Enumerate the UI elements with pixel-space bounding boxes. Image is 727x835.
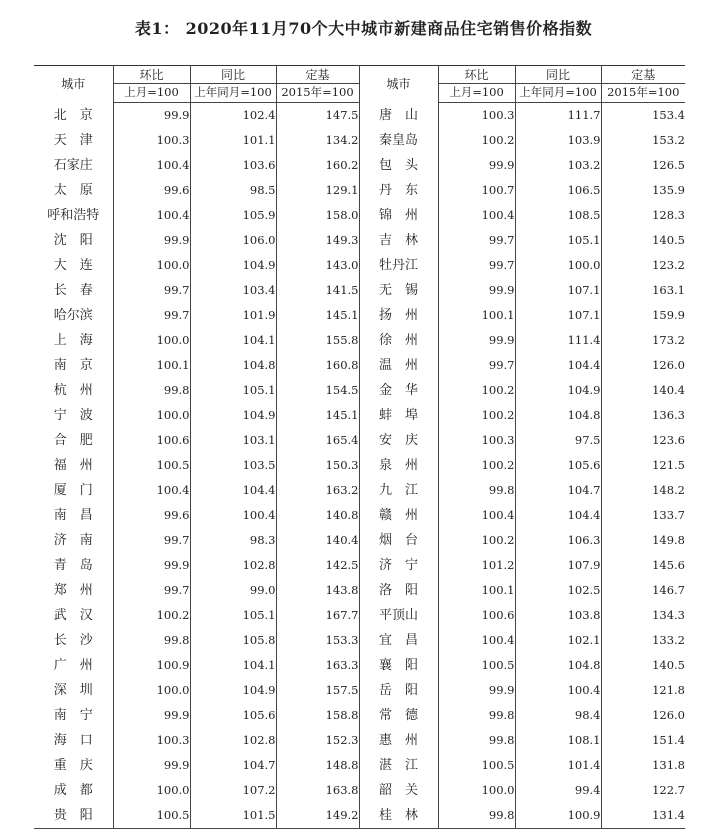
fixed-index-cell: 152.3 (276, 728, 359, 753)
city-cell: 南 昌 (34, 503, 113, 528)
city-cell: 湛 江 (359, 753, 438, 778)
yoy-cell: 103.8 (515, 603, 601, 628)
city-cell: 石家庄 (34, 153, 113, 178)
table-row (34, 228, 685, 253)
city-cell: 惠 州 (359, 728, 438, 753)
fixed-index-cell: 123.6 (601, 428, 685, 453)
city-cell: 沈 阳 (34, 228, 113, 253)
city-cell: 牡丹江 (359, 253, 438, 278)
mom-cell: 100.9 (113, 653, 190, 678)
mom-cell: 100.7 (438, 178, 515, 203)
fixed-index-cell: 134.3 (601, 603, 685, 628)
city-cell: 长 沙 (34, 628, 113, 653)
header-mom-base-left: 上月=100 (113, 84, 190, 103)
fixed-index-cell: 140.5 (601, 653, 685, 678)
mom-cell: 99.9 (113, 228, 190, 253)
yoy-cell: 106.0 (190, 228, 276, 253)
table-row (34, 678, 685, 703)
city-cell: 平顶山 (359, 603, 438, 628)
fixed-index-cell: 133.2 (601, 628, 685, 653)
header-city-left: 城市 (34, 66, 113, 103)
city-cell: 韶 关 (359, 778, 438, 803)
city-cell: 锦 州 (359, 203, 438, 228)
city-cell: 九 江 (359, 478, 438, 503)
city-cell: 杭 州 (34, 378, 113, 403)
yoy-cell: 102.8 (190, 728, 276, 753)
fixed-index-cell: 143.0 (276, 253, 359, 278)
table-row (34, 503, 685, 528)
fixed-index-cell: 153.3 (276, 628, 359, 653)
city-cell: 厦 门 (34, 478, 113, 503)
yoy-cell: 107.1 (515, 278, 601, 303)
mom-cell: 100.0 (113, 328, 190, 353)
table-row (34, 453, 685, 478)
fixed-index-cell: 151.4 (601, 728, 685, 753)
fixed-index-cell: 122.7 (601, 778, 685, 803)
yoy-cell: 105.1 (190, 378, 276, 403)
table-row (34, 528, 685, 553)
city-cell: 南 宁 (34, 703, 113, 728)
header-mom-right: 环比 (438, 66, 515, 84)
table-row (34, 103, 685, 129)
yoy-cell: 101.1 (190, 128, 276, 153)
table-row (34, 753, 685, 778)
fixed-index-cell: 173.2 (601, 328, 685, 353)
city-cell: 徐 州 (359, 328, 438, 353)
yoy-cell: 104.7 (190, 753, 276, 778)
header-fixed-base-right: 2015年=100 (601, 84, 685, 103)
yoy-cell: 106.5 (515, 178, 601, 203)
mom-cell: 99.7 (438, 253, 515, 278)
fixed-index-cell: 153.4 (601, 103, 685, 129)
fixed-index-cell: 135.9 (601, 178, 685, 203)
mom-cell: 100.2 (438, 128, 515, 153)
mom-cell: 99.9 (438, 278, 515, 303)
city-cell: 烟 台 (359, 528, 438, 553)
yoy-cell: 104.8 (190, 353, 276, 378)
yoy-cell: 97.5 (515, 428, 601, 453)
yoy-cell: 102.5 (515, 578, 601, 603)
fixed-index-cell: 150.3 (276, 453, 359, 478)
table-row (34, 728, 685, 753)
yoy-cell: 100.4 (515, 678, 601, 703)
mom-cell: 100.5 (113, 453, 190, 478)
city-cell: 包 头 (359, 153, 438, 178)
city-cell: 桂 林 (359, 803, 438, 829)
mom-cell: 99.9 (438, 328, 515, 353)
table-row (34, 603, 685, 628)
fixed-index-cell: 145.6 (601, 553, 685, 578)
mom-cell: 99.8 (438, 703, 515, 728)
table-row (34, 328, 685, 353)
mom-cell: 99.9 (113, 553, 190, 578)
city-cell: 常 德 (359, 703, 438, 728)
fixed-index-cell: 158.8 (276, 703, 359, 728)
city-cell: 海 口 (34, 728, 113, 753)
mom-cell: 99.8 (438, 803, 515, 829)
mom-cell: 100.5 (113, 803, 190, 829)
yoy-cell: 103.9 (515, 128, 601, 153)
header-yoy-right: 同比 (515, 66, 601, 84)
mom-cell: 99.8 (113, 378, 190, 403)
mom-cell: 99.9 (438, 153, 515, 178)
city-cell: 上 海 (34, 328, 113, 353)
mom-cell: 99.8 (438, 478, 515, 503)
mom-cell: 99.7 (113, 278, 190, 303)
city-cell: 郑 州 (34, 578, 113, 603)
yoy-cell: 99.4 (515, 778, 601, 803)
city-cell: 丹 东 (359, 178, 438, 203)
city-cell: 合 肥 (34, 428, 113, 453)
yoy-cell: 100.4 (190, 503, 276, 528)
mom-cell: 99.7 (438, 353, 515, 378)
city-cell: 蚌 埠 (359, 403, 438, 428)
yoy-cell: 104.9 (190, 253, 276, 278)
mom-cell: 99.8 (438, 728, 515, 753)
mom-cell: 100.4 (438, 628, 515, 653)
fixed-index-cell: 145.1 (276, 403, 359, 428)
fixed-index-cell: 149.2 (276, 803, 359, 829)
table-row (34, 278, 685, 303)
fixed-index-cell: 163.8 (276, 778, 359, 803)
fixed-index-cell: 141.5 (276, 278, 359, 303)
city-cell: 金 华 (359, 378, 438, 403)
yoy-cell: 105.1 (190, 603, 276, 628)
city-cell: 无 锡 (359, 278, 438, 303)
mom-cell: 99.7 (113, 528, 190, 553)
mom-cell: 100.3 (438, 103, 515, 129)
yoy-cell: 104.9 (190, 403, 276, 428)
fixed-index-cell: 129.1 (276, 178, 359, 203)
mom-cell: 100.0 (113, 778, 190, 803)
table-row (34, 178, 685, 203)
mom-cell: 100.4 (113, 153, 190, 178)
city-cell: 贵 阳 (34, 803, 113, 829)
mom-cell: 99.9 (113, 703, 190, 728)
header-yoy-left: 同比 (190, 66, 276, 84)
city-cell: 深 圳 (34, 678, 113, 703)
mom-cell: 100.5 (438, 653, 515, 678)
fixed-index-cell: 123.2 (601, 253, 685, 278)
yoy-cell: 104.9 (190, 678, 276, 703)
yoy-cell: 105.1 (515, 228, 601, 253)
city-cell: 泉 州 (359, 453, 438, 478)
table-row (34, 403, 685, 428)
table-row (34, 303, 685, 328)
fixed-index-cell: 134.2 (276, 128, 359, 153)
mom-cell: 99.7 (438, 228, 515, 253)
city-cell: 长 春 (34, 278, 113, 303)
yoy-cell: 98.5 (190, 178, 276, 203)
mom-cell: 100.4 (438, 503, 515, 528)
yoy-cell: 103.6 (190, 153, 276, 178)
city-cell: 济 南 (34, 528, 113, 553)
yoy-cell: 98.4 (515, 703, 601, 728)
yoy-cell: 98.3 (190, 528, 276, 553)
header-city-right: 城市 (359, 66, 438, 103)
price-index-table (34, 65, 685, 829)
mom-cell: 100.6 (113, 428, 190, 453)
mom-cell: 99.6 (113, 178, 190, 203)
mom-cell: 100.0 (113, 253, 190, 278)
mom-cell: 100.1 (438, 303, 515, 328)
yoy-cell: 101.4 (515, 753, 601, 778)
fixed-index-cell: 140.4 (601, 378, 685, 403)
table-row (34, 803, 685, 829)
table-row (34, 578, 685, 603)
yoy-cell: 104.4 (190, 478, 276, 503)
yoy-cell: 105.8 (190, 628, 276, 653)
fixed-index-cell: 121.5 (601, 453, 685, 478)
yoy-cell: 111.7 (515, 103, 601, 129)
fixed-index-cell: 145.1 (276, 303, 359, 328)
city-cell: 天 津 (34, 128, 113, 153)
yoy-cell: 100.9 (515, 803, 601, 829)
city-cell: 哈尔滨 (34, 303, 113, 328)
mom-cell: 99.9 (438, 678, 515, 703)
table-row (34, 628, 685, 653)
yoy-cell: 104.8 (515, 403, 601, 428)
header-mom-left: 环比 (113, 66, 190, 84)
city-cell: 太 原 (34, 178, 113, 203)
city-cell: 安 庆 (359, 428, 438, 453)
fixed-index-cell: 140.8 (276, 503, 359, 528)
table-row (34, 653, 685, 678)
city-cell: 呼和浩特 (34, 203, 113, 228)
fixed-index-cell: 143.8 (276, 578, 359, 603)
fixed-index-cell: 160.2 (276, 153, 359, 178)
mom-cell: 100.3 (113, 728, 190, 753)
city-cell: 唐 山 (359, 103, 438, 129)
table-row (34, 253, 685, 278)
fixed-index-cell: 142.5 (276, 553, 359, 578)
city-cell: 南 京 (34, 353, 113, 378)
header-fixed-right: 定基 (601, 66, 685, 84)
fixed-index-cell: 126.0 (601, 703, 685, 728)
fixed-index-cell: 153.2 (601, 128, 685, 153)
fixed-index-cell: 154.5 (276, 378, 359, 403)
fixed-index-cell: 160.8 (276, 353, 359, 378)
fixed-index-cell: 165.4 (276, 428, 359, 453)
fixed-index-cell: 163.3 (276, 653, 359, 678)
fixed-index-cell: 149.8 (601, 528, 685, 553)
fixed-index-cell: 159.9 (601, 303, 685, 328)
fixed-index-cell: 131.4 (601, 803, 685, 829)
city-cell: 成 都 (34, 778, 113, 803)
yoy-cell: 106.3 (515, 528, 601, 553)
mom-cell: 100.1 (438, 578, 515, 603)
table-row (34, 353, 685, 378)
yoy-cell: 107.2 (190, 778, 276, 803)
fixed-index-cell: 121.8 (601, 678, 685, 703)
fixed-index-cell: 128.3 (601, 203, 685, 228)
mom-cell: 100.0 (113, 678, 190, 703)
fixed-index-cell: 149.3 (276, 228, 359, 253)
fixed-index-cell: 131.8 (601, 753, 685, 778)
yoy-cell: 103.5 (190, 453, 276, 478)
mom-cell: 100.2 (438, 378, 515, 403)
fixed-index-cell: 140.4 (276, 528, 359, 553)
fixed-index-cell: 140.5 (601, 228, 685, 253)
table-row (34, 553, 685, 578)
city-cell: 吉 林 (359, 228, 438, 253)
yoy-cell: 105.6 (515, 453, 601, 478)
yoy-cell: 107.9 (515, 553, 601, 578)
mom-cell: 99.9 (113, 103, 190, 129)
mom-cell: 100.2 (438, 403, 515, 428)
city-cell: 广 州 (34, 653, 113, 678)
fixed-index-cell: 167.7 (276, 603, 359, 628)
yoy-cell: 105.6 (190, 703, 276, 728)
fixed-index-cell: 126.0 (601, 353, 685, 378)
city-cell: 大 连 (34, 253, 113, 278)
city-cell: 赣 州 (359, 503, 438, 528)
yoy-cell: 102.1 (515, 628, 601, 653)
mom-cell: 99.7 (113, 303, 190, 328)
mom-cell: 100.1 (113, 353, 190, 378)
city-cell: 襄 阳 (359, 653, 438, 678)
yoy-cell: 101.5 (190, 803, 276, 829)
mom-cell: 100.0 (113, 403, 190, 428)
fixed-index-cell: 163.1 (601, 278, 685, 303)
yoy-cell: 104.9 (515, 378, 601, 403)
mom-cell: 100.2 (438, 528, 515, 553)
yoy-cell: 102.4 (190, 103, 276, 129)
yoy-cell: 104.4 (515, 353, 601, 378)
fixed-index-cell: 136.3 (601, 403, 685, 428)
city-cell: 重 庆 (34, 753, 113, 778)
header-mom-base-right: 上月=100 (438, 84, 515, 103)
city-cell: 岳 阳 (359, 678, 438, 703)
city-cell: 武 汉 (34, 603, 113, 628)
city-cell: 宜 昌 (359, 628, 438, 653)
mom-cell: 99.9 (113, 753, 190, 778)
yoy-cell: 108.5 (515, 203, 601, 228)
city-cell: 宁 波 (34, 403, 113, 428)
table-row (34, 703, 685, 728)
mom-cell: 100.2 (113, 603, 190, 628)
fixed-index-cell: 147.5 (276, 103, 359, 129)
yoy-cell: 104.7 (515, 478, 601, 503)
yoy-cell: 103.2 (515, 153, 601, 178)
page-title: 表1： 2020年11月70个大中城市新建商品住宅销售价格指数 (134, 19, 593, 38)
table-row (34, 153, 685, 178)
fixed-index-cell: 155.8 (276, 328, 359, 353)
yoy-cell: 107.1 (515, 303, 601, 328)
table-row (34, 378, 685, 403)
mom-cell: 99.7 (113, 578, 190, 603)
yoy-cell: 104.1 (190, 328, 276, 353)
yoy-cell: 104.1 (190, 653, 276, 678)
mom-cell: 100.3 (113, 128, 190, 153)
table-row (34, 128, 685, 153)
city-cell: 秦皇岛 (359, 128, 438, 153)
yoy-cell: 100.0 (515, 253, 601, 278)
city-cell: 青 岛 (34, 553, 113, 578)
mom-cell: 100.4 (113, 478, 190, 503)
header-fixed-base-left: 2015年=100 (276, 84, 359, 103)
city-cell: 济 宁 (359, 553, 438, 578)
yoy-cell: 101.9 (190, 303, 276, 328)
table-row (34, 478, 685, 503)
city-cell: 洛 阳 (359, 578, 438, 603)
yoy-cell: 108.1 (515, 728, 601, 753)
mom-cell: 99.8 (113, 628, 190, 653)
city-cell: 扬 州 (359, 303, 438, 328)
fixed-index-cell: 157.5 (276, 678, 359, 703)
mom-cell: 100.4 (438, 203, 515, 228)
yoy-cell: 103.4 (190, 278, 276, 303)
fixed-index-cell: 126.5 (601, 153, 685, 178)
yoy-cell: 99.0 (190, 578, 276, 603)
yoy-cell: 105.9 (190, 203, 276, 228)
header-yoy-base-left: 上年同月=100 (190, 84, 276, 103)
city-cell: 北 京 (34, 103, 113, 129)
header-yoy-base-right: 上年同月=100 (515, 84, 601, 103)
yoy-cell: 104.8 (515, 653, 601, 678)
mom-cell: 100.5 (438, 753, 515, 778)
yoy-cell: 111.4 (515, 328, 601, 353)
mom-cell: 100.0 (438, 778, 515, 803)
fixed-index-cell: 146.7 (601, 578, 685, 603)
fixed-index-cell: 163.2 (276, 478, 359, 503)
table-row (34, 203, 685, 228)
table-row (34, 428, 685, 453)
mom-cell: 100.6 (438, 603, 515, 628)
fixed-index-cell: 148.2 (601, 478, 685, 503)
city-cell: 福 州 (34, 453, 113, 478)
fixed-index-cell: 158.0 (276, 203, 359, 228)
city-cell: 温 州 (359, 353, 438, 378)
mom-cell: 101.2 (438, 553, 515, 578)
fixed-index-cell: 148.8 (276, 753, 359, 778)
yoy-cell: 102.8 (190, 553, 276, 578)
fixed-index-cell: 133.7 (601, 503, 685, 528)
mom-cell: 100.4 (113, 203, 190, 228)
mom-cell: 100.3 (438, 428, 515, 453)
yoy-cell: 103.1 (190, 428, 276, 453)
table-body (34, 103, 685, 829)
header-fixed-left: 定基 (276, 66, 359, 84)
mom-cell: 99.6 (113, 503, 190, 528)
yoy-cell: 104.4 (515, 503, 601, 528)
table-row (34, 778, 685, 803)
mom-cell: 100.2 (438, 453, 515, 478)
